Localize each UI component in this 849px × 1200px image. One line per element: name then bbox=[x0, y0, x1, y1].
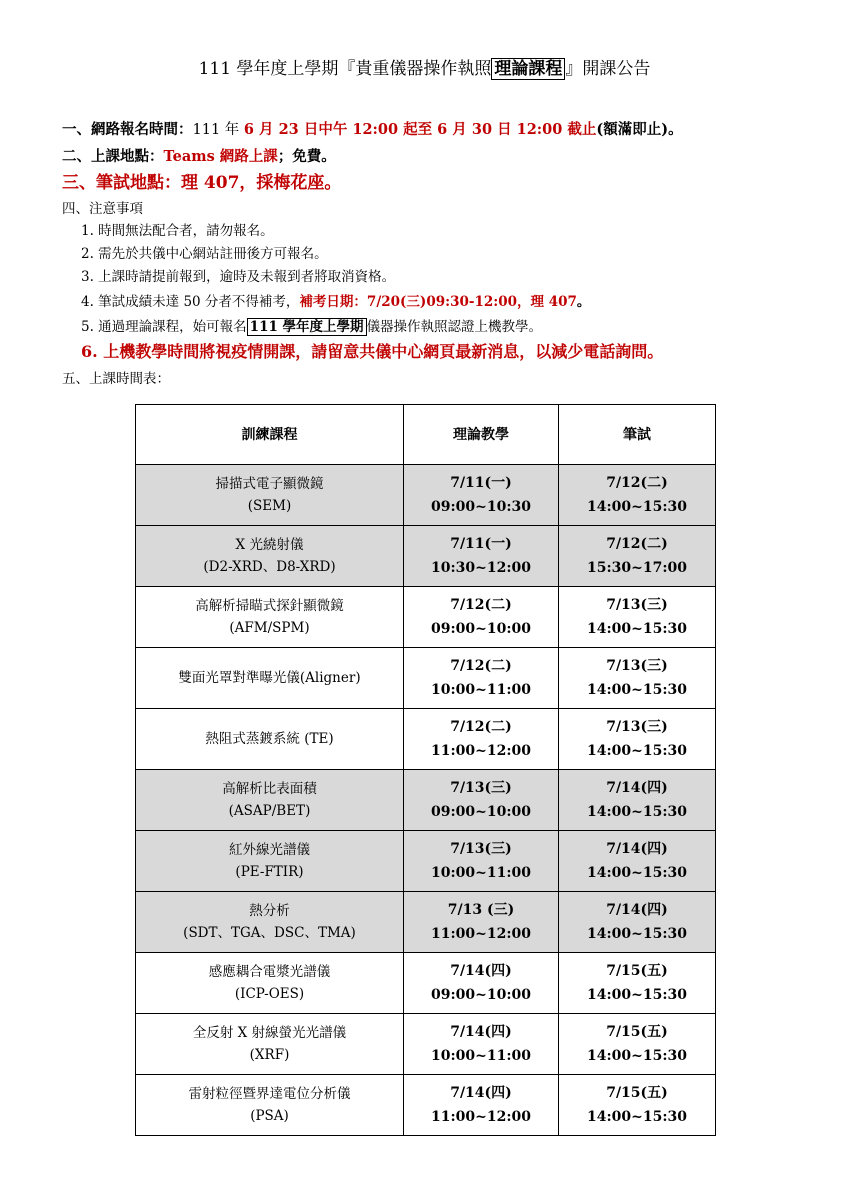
theory-cell-line: 11:00~12:00 bbox=[431, 1109, 531, 1125]
table-row bbox=[136, 831, 716, 892]
course-cell bbox=[136, 648, 404, 709]
theory-cell bbox=[404, 953, 559, 1014]
note-2: 2. 需先於共儀中心網站註冊後方可報名。 bbox=[81, 246, 328, 262]
course-cell-line: 熱阻式蒸鍍系統 (TE) bbox=[205, 731, 334, 747]
notes-heading: 四、注意事項 bbox=[62, 201, 143, 217]
note-3: 3. 上課時請提前報到，逾時及未報到者將取消資格。 bbox=[81, 269, 396, 285]
venue-fee: ；免費。 bbox=[277, 148, 336, 165]
course-cell bbox=[136, 1075, 404, 1136]
theory-cell bbox=[404, 831, 559, 892]
theory-cell-line: 10:30~12:00 bbox=[431, 560, 531, 576]
table-row bbox=[136, 465, 716, 526]
course-cell-line: (ASAP/BET) bbox=[228, 803, 311, 819]
course-cell bbox=[136, 587, 404, 648]
table-row bbox=[136, 587, 716, 648]
theory-cell bbox=[404, 770, 559, 831]
course-cell-line: (PSA) bbox=[250, 1108, 289, 1124]
theory-cell-line: 09:00~10:00 bbox=[431, 621, 531, 637]
exam-cell bbox=[559, 1014, 716, 1075]
exam-cell bbox=[559, 526, 716, 587]
exam-cell-line: 14:00~15:30 bbox=[587, 499, 687, 515]
exam-cell-line: 14:00~15:30 bbox=[587, 804, 687, 820]
theory-cell bbox=[404, 648, 559, 709]
theory-cell-line: 11:00~12:00 bbox=[431, 926, 531, 942]
theory-cell-line: 7/12(二) bbox=[450, 597, 512, 613]
theory-cell-line: 10:00~11:00 bbox=[431, 1048, 531, 1064]
exam-cell bbox=[559, 770, 716, 831]
exam-venue-line: 三、筆試地點：理 407，採梅花座。 bbox=[62, 173, 342, 193]
exam-cell bbox=[559, 953, 716, 1014]
schedule-heading: 五、上課時間表： bbox=[62, 371, 170, 387]
theory-cell bbox=[404, 892, 559, 953]
exam-cell-line: 14:00~15:30 bbox=[587, 865, 687, 881]
course-cell-line: 雙面光罩對準曝光儀(Aligner) bbox=[178, 670, 361, 686]
theory-cell bbox=[404, 465, 559, 526]
note-5 bbox=[81, 316, 542, 338]
venue-label: 二、上課地點： bbox=[62, 148, 164, 165]
exam-cell-line: 7/14(四) bbox=[606, 841, 668, 857]
theory-cell-line: 10:00~11:00 bbox=[431, 682, 531, 698]
theory-cell-line: 7/14(四) bbox=[450, 1024, 512, 1040]
note-4-text: 4. 筆試成績未達 50 分者不得補考， bbox=[81, 294, 300, 310]
table-row bbox=[136, 892, 716, 953]
course-cell bbox=[136, 770, 404, 831]
registration-note: (額滿即止)。 bbox=[596, 121, 683, 138]
course-cell bbox=[136, 953, 404, 1014]
title-suffix: 』開課公告 bbox=[565, 59, 651, 79]
exam-cell-line: 7/14(四) bbox=[606, 902, 668, 918]
note-1: 1. 時間無法配合者，請勿報名。 bbox=[81, 223, 274, 239]
theory-cell-line: 09:00~10:30 bbox=[431, 499, 531, 515]
page-title bbox=[0, 57, 849, 81]
exam-cell-line: 7/12(二) bbox=[606, 536, 668, 552]
exam-cell-line: 7/13(三) bbox=[606, 658, 668, 674]
theory-cell-line: 7/12(二) bbox=[450, 658, 512, 674]
theory-cell-line: 7/14(四) bbox=[450, 1085, 512, 1101]
exam-cell-line: 14:00~15:30 bbox=[587, 621, 687, 637]
course-cell-line: 高解析比表面積 bbox=[222, 781, 317, 797]
course-cell-line: (D2-XRD、D8-XRD) bbox=[203, 559, 336, 575]
title-prefix: 111 學年度上學期『貴重儀器操作執照 bbox=[198, 59, 492, 79]
exam-cell-line: 15:30~17:00 bbox=[587, 560, 687, 576]
exam-cell-line: 14:00~15:30 bbox=[587, 743, 687, 759]
exam-cell bbox=[559, 892, 716, 953]
exam-cell-line: 14:00~15:30 bbox=[587, 987, 687, 1003]
exam-cell-line: 14:00~15:30 bbox=[587, 926, 687, 942]
course-cell-line: (SDT、TGA、DSC、TMA) bbox=[183, 925, 356, 941]
exam-cell-line: 14:00~15:30 bbox=[587, 682, 687, 698]
note-4 bbox=[81, 291, 590, 313]
table-row bbox=[136, 953, 716, 1014]
table-row bbox=[136, 1075, 716, 1136]
theory-cell bbox=[404, 709, 559, 770]
exam-cell bbox=[559, 587, 716, 648]
registration-time-line bbox=[62, 119, 683, 141]
table-row bbox=[136, 770, 716, 831]
course-cell bbox=[136, 1014, 404, 1075]
exam-cell-line: 7/13(三) bbox=[606, 597, 668, 613]
theory-cell-line: 7/13 (三) bbox=[447, 902, 515, 918]
exam-cell-line: 7/13(三) bbox=[606, 719, 668, 735]
course-cell-line: X 光繞射儀 bbox=[235, 537, 304, 553]
registration-label: 一、網路報名時間： bbox=[62, 121, 193, 138]
exam-cell-line: 7/14(四) bbox=[606, 780, 668, 796]
course-cell-line: (AFM/SPM) bbox=[229, 620, 310, 636]
exam-cell bbox=[559, 831, 716, 892]
table-row bbox=[136, 1014, 716, 1075]
header-theory: 理論教學 bbox=[404, 405, 559, 465]
course-cell-line: 全反射 X 射線螢光光譜儀 bbox=[192, 1025, 347, 1041]
course-cell bbox=[136, 526, 404, 587]
course-cell-line: (XRF) bbox=[249, 1047, 290, 1063]
course-cell-line: 感應耦合電漿光譜儀 bbox=[208, 964, 331, 980]
registration-year: 111 年 bbox=[192, 122, 244, 138]
registration-period: 6 月 23 日中午 12:00 起至 6 月 30 日 12:00 截止 bbox=[243, 121, 597, 138]
theory-cell bbox=[404, 526, 559, 587]
course-cell bbox=[136, 892, 404, 953]
schedule-table bbox=[135, 404, 716, 1136]
theory-cell-line: 7/12(二) bbox=[450, 719, 512, 735]
theory-cell-line: 7/11(一) bbox=[450, 475, 512, 491]
exam-cell bbox=[559, 709, 716, 770]
note-4-end: 。 bbox=[576, 294, 591, 310]
table-row bbox=[136, 709, 716, 770]
exam-cell bbox=[559, 465, 716, 526]
theory-cell-line: 09:00~10:00 bbox=[431, 987, 531, 1003]
theory-cell bbox=[404, 587, 559, 648]
theory-cell-line: 09:00~10:00 bbox=[431, 804, 531, 820]
exam-cell-line: 7/15(五) bbox=[606, 963, 668, 979]
theory-cell-line: 10:00~11:00 bbox=[431, 865, 531, 881]
venue-value: Teams 網路上課 bbox=[163, 148, 278, 165]
theory-cell-line: 11:00~12:00 bbox=[431, 743, 531, 759]
exam-cell-line: 7/15(五) bbox=[606, 1024, 668, 1040]
course-cell-line: 高解析掃瞄式探針顯微鏡 bbox=[195, 598, 344, 614]
title-boxed-term: 理論課程 bbox=[491, 58, 565, 80]
course-cell bbox=[136, 831, 404, 892]
course-cell bbox=[136, 709, 404, 770]
note-6: 6. 上機教學時間將視疫情開課，請留意共儀中心網頁最新消息，以減少電話詢問。 bbox=[81, 342, 664, 361]
header-course: 訓練課程 bbox=[136, 405, 404, 465]
venue-line bbox=[62, 146, 336, 168]
theory-cell-line: 7/14(四) bbox=[450, 963, 512, 979]
theory-cell bbox=[404, 1075, 559, 1136]
theory-cell bbox=[404, 1014, 559, 1075]
exam-cell-line: 7/12(二) bbox=[606, 475, 668, 491]
theory-cell-line: 7/13(三) bbox=[450, 841, 512, 857]
exam-cell-line: 7/15(五) bbox=[606, 1085, 668, 1101]
course-cell-line: (ICP-OES) bbox=[234, 986, 305, 1002]
note-5-text: 5. 通過理論課程，始可報名 bbox=[81, 319, 247, 335]
table-header-row bbox=[136, 405, 716, 465]
header-exam: 筆試 bbox=[559, 405, 716, 465]
exam-cell-line: 14:00~15:30 bbox=[587, 1109, 687, 1125]
table-row bbox=[136, 648, 716, 709]
exam-cell-line: 14:00~15:30 bbox=[587, 1048, 687, 1064]
course-cell bbox=[136, 465, 404, 526]
note-5-semester: 111 學年度上學期 bbox=[247, 318, 367, 336]
course-cell-line: 熱分析 bbox=[249, 903, 290, 919]
theory-cell-line: 7/13(三) bbox=[450, 780, 512, 796]
makeup-exam-date: 補考日期：7/20(三)09:30-12:00，理 407 bbox=[299, 294, 577, 310]
table-row bbox=[136, 526, 716, 587]
course-cell-line: 掃描式電子顯微鏡 bbox=[215, 476, 324, 492]
course-cell-line: (SEM) bbox=[247, 498, 292, 514]
exam-cell bbox=[559, 648, 716, 709]
course-cell-line: 紅外線光譜儀 bbox=[229, 842, 310, 858]
course-cell-line: 雷射粒徑暨界達電位分析儀 bbox=[188, 1086, 351, 1102]
exam-cell bbox=[559, 1075, 716, 1136]
course-cell-line: (PE-FTIR) bbox=[235, 864, 304, 880]
note-5-tail: 儀器操作執照認證上機教學。 bbox=[366, 319, 543, 335]
theory-cell-line: 7/11(一) bbox=[450, 536, 512, 552]
